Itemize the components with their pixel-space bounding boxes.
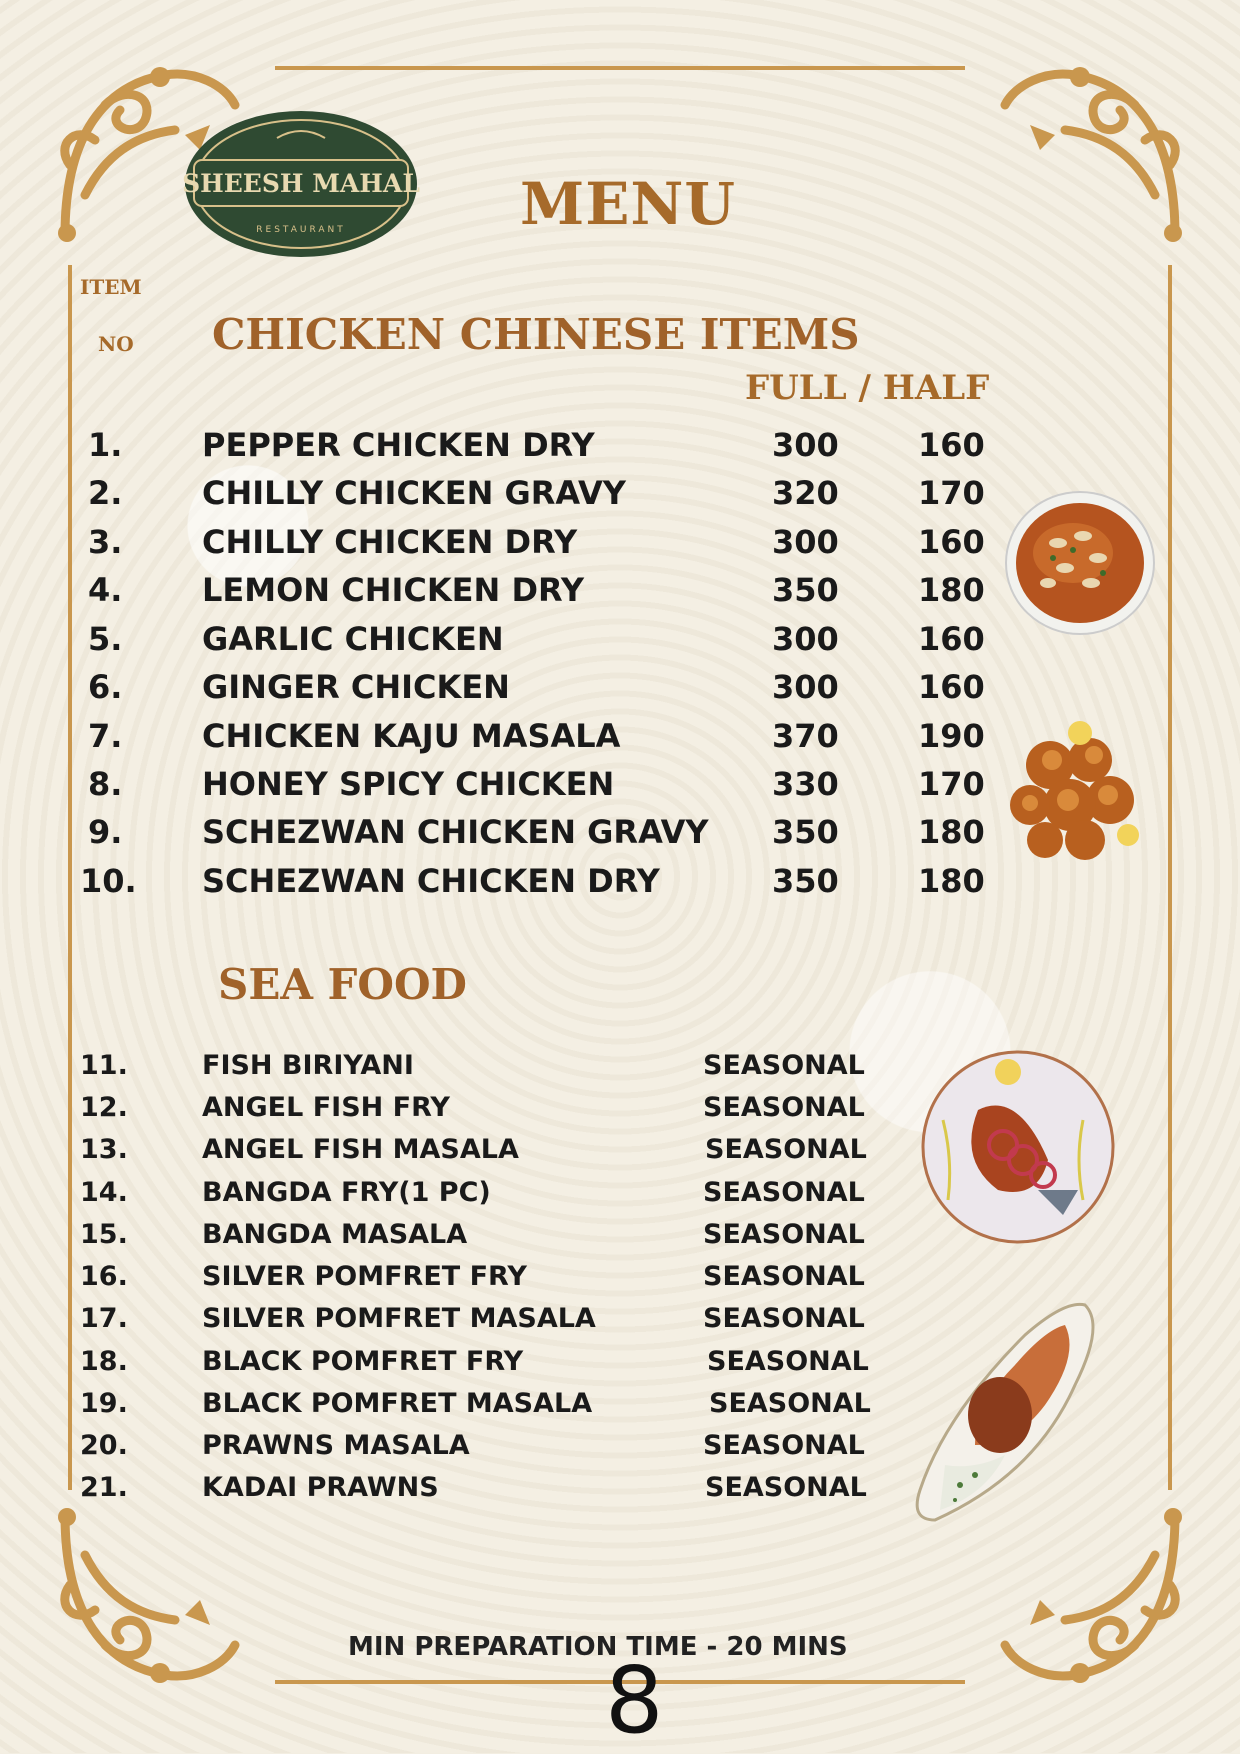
item-name: BLACK POMFRET MASALA — [202, 1388, 593, 1419]
list-item — [0, 426, 1240, 470]
item-number: 10. — [80, 862, 137, 900]
item-number: 14. — [80, 1177, 128, 1208]
item-price-full: 300 — [772, 620, 839, 658]
item-price-half: 180 — [918, 571, 985, 609]
item-price: SEASONAL — [709, 1388, 871, 1419]
item-price-full: 350 — [772, 571, 839, 609]
item-name: SCHEZWAN CHICKEN GRAVY — [202, 813, 709, 851]
item-number: 3. — [88, 523, 123, 561]
item-name: LEMON CHICKEN DRY — [202, 571, 585, 609]
item-number: 21. — [80, 1472, 128, 1503]
item-name: GARLIC CHICKEN — [202, 620, 504, 658]
seafood-section-title: SEA FOOD — [218, 960, 467, 1009]
item-price: SEASONAL — [703, 1430, 865, 1461]
item-number: 6. — [88, 668, 123, 706]
price-column-header: FULL / HALF — [745, 368, 990, 408]
item-price: SEASONAL — [707, 1346, 869, 1377]
item-price: SEASONAL — [705, 1134, 867, 1165]
item-price-half: 180 — [918, 813, 985, 851]
page-title: MENU — [520, 170, 737, 238]
item-price-full: 350 — [772, 813, 839, 851]
item-name: BANGDA MASALA — [202, 1219, 468, 1250]
item-name: SILVER POMFRET MASALA — [202, 1303, 596, 1334]
item-number: 15. — [80, 1219, 128, 1250]
item-number: 4. — [88, 571, 123, 609]
fish-plate-image — [918, 1050, 1118, 1245]
page-number: 8 — [605, 1647, 664, 1754]
item-number: 7. — [88, 717, 123, 755]
ornament-bottom-right-icon — [985, 1495, 1195, 1705]
item-name: PEPPER CHICKEN DRY — [202, 426, 595, 464]
item-price-half: 160 — [918, 426, 985, 464]
item-price: SEASONAL — [705, 1472, 867, 1503]
item-number: 12. — [80, 1092, 128, 1123]
item-name: SILVER POMFRET FRY — [202, 1261, 527, 1292]
item-name: KADAI PRAWNS — [202, 1472, 439, 1503]
item-number: 8. — [88, 765, 123, 803]
item-number: 18. — [80, 1346, 128, 1377]
item-name: CHILLY CHICKEN GRAVY — [202, 474, 626, 512]
restaurant-logo — [182, 108, 420, 260]
logo-name: SHEESH MAHAL — [182, 169, 420, 198]
item-price: SEASONAL — [703, 1177, 865, 1208]
chinese-section-title: CHICKEN CHINESE ITEMS — [212, 310, 860, 359]
preparation-time-note: MIN PREPARATION TIME - 20 MINS — [348, 1632, 848, 1662]
item-number: 9. — [88, 813, 123, 851]
item-price-half: 170 — [918, 474, 985, 512]
item-name: FISH BIRIYANI — [202, 1050, 414, 1081]
logo-tagline: RESTAURANT — [256, 225, 346, 235]
item-price-half: 170 — [918, 765, 985, 803]
fish-curry-boat-image — [905, 1295, 1110, 1525]
item-price-full: 350 — [772, 862, 839, 900]
item-number: 2. — [88, 474, 123, 512]
item-price-full: 330 — [772, 765, 839, 803]
item-price-half: 190 — [918, 717, 985, 755]
item-number: 17. — [80, 1303, 128, 1334]
curry-bowl-image — [1003, 488, 1158, 638]
item-price-full: 300 — [772, 426, 839, 464]
item-price-half: 160 — [918, 620, 985, 658]
item-price-full: 300 — [772, 523, 839, 561]
item-price-full: 300 — [772, 668, 839, 706]
item-number: 13. — [80, 1134, 128, 1165]
item-price-full: 370 — [772, 717, 839, 755]
item-name: BLACK POMFRET FRY — [202, 1346, 524, 1377]
fried-chicken-image — [990, 705, 1155, 870]
item-name: ANGEL FISH FRY — [202, 1092, 450, 1123]
item-name: ANGEL FISH MASALA — [202, 1134, 519, 1165]
item-number: 5. — [88, 620, 123, 658]
item-name: SCHEZWAN CHICKEN DRY — [202, 862, 660, 900]
item-header-line2: NO — [98, 332, 134, 356]
ornament-bottom-left-icon — [45, 1495, 255, 1705]
item-price: SEASONAL — [703, 1050, 865, 1081]
frame-top-line — [275, 66, 965, 70]
item-number: 16. — [80, 1261, 128, 1292]
item-name: CHILLY CHICKEN DRY — [202, 523, 578, 561]
item-price-half: 180 — [918, 862, 985, 900]
item-price: SEASONAL — [703, 1219, 865, 1250]
item-number: 1. — [88, 426, 123, 464]
item-number: 19. — [80, 1388, 128, 1419]
item-price-full: 320 — [772, 474, 839, 512]
item-number: 20. — [80, 1430, 128, 1461]
item-price-half: 160 — [918, 668, 985, 706]
item-name: PRAWNS MASALA — [202, 1430, 470, 1461]
item-name: CHICKEN KAJU MASALA — [202, 717, 621, 755]
item-number: 11. — [80, 1050, 128, 1081]
item-name: BANGDA FRY(1 PC) — [202, 1177, 491, 1208]
item-name: GINGER CHICKEN — [202, 668, 510, 706]
item-price: SEASONAL — [703, 1092, 865, 1123]
item-name: HONEY SPICY CHICKEN — [202, 765, 615, 803]
item-price: SEASONAL — [703, 1261, 865, 1292]
item-price: SEASONAL — [703, 1303, 865, 1334]
ornament-top-right-icon — [985, 45, 1195, 255]
item-header-line1: ITEM — [80, 275, 142, 299]
item-price-half: 160 — [918, 523, 985, 561]
